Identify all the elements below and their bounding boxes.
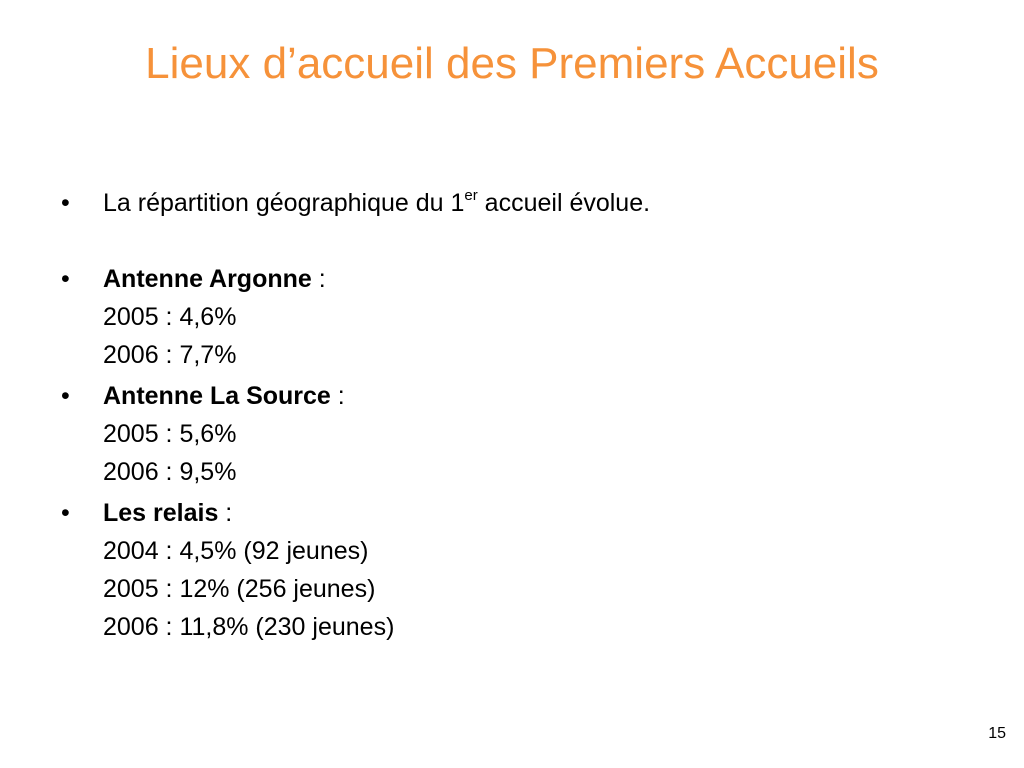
bullet-antenne-la-source	[58, 377, 958, 491]
bullet-marker: •	[61, 499, 70, 527]
intro-text-before: La répartition géographique du 1	[103, 189, 465, 217]
intro-text-after: accueil évolue.	[477, 189, 651, 217]
relais-line-2006: 2006 : 11,8% (230 jeunes)	[103, 613, 395, 641]
relais-line-2004: 2004 : 4,5% (92 jeunes)	[103, 537, 369, 565]
page-number: 15	[988, 725, 1006, 742]
la-source-line-2005: 2005 : 5,6%	[103, 420, 237, 448]
bullet-list	[58, 184, 958, 646]
la-source-separator: :	[330, 382, 345, 410]
bullet-intro	[58, 184, 958, 222]
la-source-label: Antenne La Source	[103, 382, 331, 410]
bullet-antenne-argonne	[58, 260, 958, 374]
relais-separator: :	[218, 499, 233, 527]
slide-title: Lieux d’accueil des Premiers Accueils	[145, 39, 879, 88]
intro-superscript: er	[464, 187, 478, 204]
bullet-marker: •	[61, 382, 70, 410]
relais-line-2005: 2005 : 12% (256 jeunes)	[103, 575, 376, 603]
argonne-line-2005: 2005 : 4,6%	[103, 303, 237, 331]
bullet-marker: •	[61, 265, 70, 293]
bullet-marker: •	[61, 189, 70, 217]
argonne-line-2006: 2006 : 7,7%	[103, 341, 237, 369]
bullet-les-relais	[58, 494, 958, 646]
argonne-label: Antenne Argonne	[103, 265, 312, 293]
argonne-separator: :	[311, 265, 326, 293]
la-source-line-2006: 2006 : 9,5%	[103, 458, 237, 486]
relais-label: Les relais	[103, 499, 219, 527]
